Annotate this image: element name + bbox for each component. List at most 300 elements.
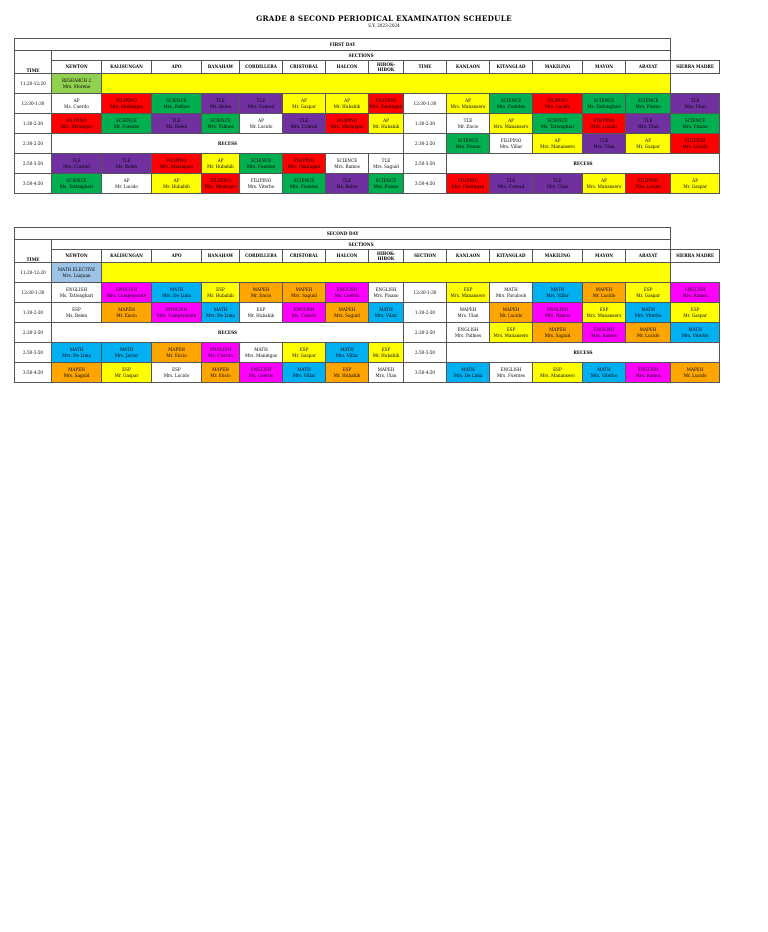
exam-cell	[283, 343, 326, 363]
teacher-name: Mr. Hubahib	[333, 103, 361, 109]
subject-label: ENGLISH	[500, 367, 522, 373]
subject-label: FILIPINO	[457, 178, 479, 184]
exam-cell	[533, 94, 583, 114]
teacher-name: Mr. Gaspar	[292, 352, 316, 358]
teacher-name: Mrs. Ulan	[593, 143, 615, 149]
empty-slot	[102, 263, 671, 283]
teacher-name: Mrs. Manansero	[540, 143, 575, 149]
subject-label: FILIPINO	[637, 178, 659, 184]
teacher-name: Mrs. Pallnes	[454, 332, 482, 338]
exam-cell	[626, 114, 671, 134]
subject-label: ENGLISH	[165, 307, 188, 313]
teacher-name: Mrs. Marinigao	[110, 103, 143, 109]
teacher-name: Ms. Tatlonghari	[540, 123, 575, 129]
exam-cell	[447, 114, 490, 134]
teacher-name: Mr. Gaspar	[636, 143, 660, 149]
subject-label: ESP	[72, 307, 81, 313]
exam-cell	[202, 154, 240, 174]
teacher-name: Mrs. Lucido	[544, 103, 571, 109]
subject-label: ENGLISH	[457, 327, 479, 333]
subject-label: ENGLISH	[293, 307, 315, 313]
teacher-name: Mrs. Montegro	[60, 123, 93, 129]
section-header: BANAHAW	[202, 250, 240, 263]
exam-cell	[152, 114, 202, 134]
teacher-name: Mrs. Fuentes	[496, 372, 526, 378]
subject-label: MATH	[641, 307, 655, 313]
exam-cell	[152, 283, 202, 303]
subject-label: TLE	[216, 98, 225, 104]
section-header: MAKILING	[533, 250, 583, 263]
teacher-name: Mrs. Ulan	[457, 312, 479, 318]
teacher-name: Mrs. Compeyerate	[106, 292, 147, 298]
subject-label: TLE	[643, 118, 653, 124]
time-slot: 1:30-2:30	[15, 303, 52, 323]
section-header: KALISUNGAN	[102, 61, 152, 74]
first-day-schedule-table	[14, 38, 720, 194]
exam-cell	[52, 303, 102, 323]
exam-cell	[152, 94, 202, 114]
exam-cell	[202, 114, 240, 134]
teacher-name: Mrs. Pisano	[682, 123, 708, 129]
teacher-name: Ms. Tatlonghari	[587, 103, 621, 109]
teacher-name: Mrs. Pallnes	[163, 103, 190, 109]
subject-label: MAPEH	[549, 327, 566, 333]
teacher-name: Mrs. Moreno	[62, 83, 91, 89]
exam-cell	[369, 114, 404, 134]
teacher-name: Mr. Lucido	[683, 372, 707, 378]
exam-cell	[52, 94, 102, 114]
subject-label: SCIENCE	[547, 118, 568, 124]
exam-cell	[52, 74, 102, 94]
exam-cell	[202, 94, 240, 114]
subject-label: ESP	[122, 367, 131, 373]
teacher-name: Mrs. Villar	[499, 143, 523, 149]
teacher-name: Mrs. Ulan	[684, 103, 706, 109]
subject-label: MATH	[69, 347, 84, 353]
subject-label: TLE	[172, 118, 181, 124]
exam-cell	[202, 283, 240, 303]
subject-label: MATH	[340, 347, 354, 353]
teacher-name: Mrs. Viterbo	[590, 372, 618, 378]
teacher-name: Mrs. Viterbo	[247, 183, 275, 189]
section-header: MAKILING	[533, 61, 583, 74]
exam-cell	[326, 363, 369, 383]
exam-cell	[369, 343, 404, 363]
section-header: ARAYAT	[626, 61, 671, 74]
time-slot: 2:30-2:50	[404, 323, 447, 343]
exam-cell	[102, 303, 152, 323]
sections-header: SECTIONS	[52, 240, 671, 250]
teacher-name: Mrs. Saguid	[373, 163, 399, 169]
subject-label: TLE	[299, 118, 309, 124]
exam-cell	[326, 114, 369, 134]
section-header: HIBOK-HIBOK	[369, 61, 404, 74]
subject-label: TLE	[72, 158, 81, 164]
exam-cell	[583, 283, 626, 303]
exam-cell	[283, 363, 326, 383]
exam-cell	[52, 174, 102, 194]
subject-label: SCIENCE	[457, 138, 479, 144]
recess-label: RECESS	[52, 134, 404, 154]
exam-cell	[533, 114, 583, 134]
subject-label: FILIPINO	[166, 158, 187, 164]
subject-label: MAPEH	[338, 307, 356, 313]
time-slot: 2:50-3:50	[15, 154, 52, 174]
subject-label: AP	[645, 138, 652, 144]
subject-label: ENGLISH	[546, 307, 569, 313]
teacher-name: Mrs. Villar	[335, 352, 359, 358]
exam-cell	[326, 174, 369, 194]
subject-label: TLE	[553, 178, 562, 184]
exam-cell	[283, 303, 326, 323]
teacher-name: Ms. Belen	[65, 312, 88, 318]
subject-label: ESP	[216, 287, 225, 293]
exam-cell	[326, 283, 369, 303]
teacher-name: Mr. Encio	[457, 123, 479, 129]
exam-cell	[671, 303, 720, 323]
subject-label: ESP	[599, 307, 609, 313]
teacher-name: Mrs. Ramos	[334, 163, 360, 169]
exam-cell	[152, 303, 202, 323]
subject-label: RESEARCH 2	[61, 78, 92, 84]
exam-cell	[447, 94, 490, 114]
exam-cell	[490, 134, 533, 154]
subject-label: ENGLISH	[593, 327, 615, 333]
exam-cell	[102, 94, 152, 114]
teacher-name: Mr. Lucido	[499, 312, 523, 318]
exam-cell	[283, 283, 326, 303]
subject-label: MATH	[461, 367, 475, 373]
subject-label: MATH	[297, 367, 311, 373]
subject-label: TLE	[506, 178, 516, 184]
exam-cell	[202, 174, 240, 194]
time-slot: 12:30-1:30	[15, 94, 52, 114]
exam-cell	[369, 283, 404, 303]
exam-cell	[533, 303, 583, 323]
exam-cell	[671, 363, 720, 383]
exam-cell	[240, 154, 283, 174]
time-slot: 1:30-2:30	[15, 114, 52, 134]
subject-label: MAPEH	[377, 367, 395, 373]
exam-cell	[240, 174, 283, 194]
teacher-name: Mrs. Manansero	[586, 183, 622, 189]
exam-cell	[369, 303, 404, 323]
subject-label: TLE	[599, 138, 609, 144]
exam-cell	[447, 323, 490, 343]
exam-cell	[583, 174, 626, 194]
mid-time-header: TIME	[404, 61, 447, 74]
exam-cell	[102, 154, 152, 174]
time-slot: 1:30-2:30	[404, 114, 447, 134]
teacher-name: Mrs. Javier	[114, 352, 139, 358]
section-header: CRISTOBAL	[283, 250, 326, 263]
exam-cell	[490, 323, 533, 343]
exam-cell	[447, 303, 490, 323]
time-slot: 3:50-4:50	[404, 174, 447, 194]
day-title: FIRST DAY	[15, 39, 671, 51]
subject-label: MAPEH	[459, 307, 477, 313]
teacher-name: Ms. Cuerdo	[64, 103, 89, 109]
teacher-name: Ms. Tatlonghari	[59, 183, 94, 189]
exam-cell	[490, 174, 533, 194]
teacher-name: Mrs. Lucido	[163, 372, 190, 378]
exam-cell	[671, 283, 720, 303]
time-slot: 2:50-3:50	[404, 154, 447, 174]
subject-label: TLE	[122, 158, 131, 164]
exam-cell	[152, 154, 202, 174]
exam-cell	[369, 94, 404, 114]
subject-label: ENGLISH	[684, 287, 706, 293]
time-slot: 1:30-2:30	[404, 303, 447, 323]
teacher-name: Mr. Hubahib	[247, 312, 275, 318]
teacher-name: Mrs. Lucido	[682, 143, 708, 149]
exam-cell	[490, 363, 533, 383]
teacher-name: Ms. Belen	[209, 103, 232, 109]
subject-label: MAPEH	[68, 367, 85, 373]
subject-label: MATH	[169, 287, 184, 293]
subject-label: MAPEH	[168, 347, 185, 353]
teacher-name: Mrs. Conrad	[247, 103, 275, 109]
subject-label: AP	[217, 158, 224, 164]
exam-cell	[490, 283, 533, 303]
subject-label: FILIPINO	[375, 98, 397, 104]
teacher-name: Mrs. Manansero	[540, 372, 575, 378]
section-header: CORDILLERA	[240, 61, 283, 74]
teacher-name: Mrs. Montegro	[204, 183, 237, 189]
subject-label: MAPEH	[502, 307, 520, 313]
exam-cell	[583, 134, 626, 154]
time-slot: 2:50-3:50	[404, 343, 447, 363]
subject-label: ENGLISH	[336, 287, 358, 293]
exam-cell	[626, 363, 671, 383]
subject-label: SCIENCE	[66, 178, 87, 184]
time-slot: 2:30-2:50	[15, 323, 52, 343]
exam-cell	[202, 303, 240, 323]
page-title: GRADE 8 SECOND PERIODICAL EXAMINATION SCHEDULE	[256, 14, 512, 23]
subject-label: MAPEH	[118, 307, 135, 313]
subject-label: ESP	[553, 367, 562, 373]
subject-label: MATH	[379, 307, 393, 313]
teacher-name: Mrs. Pallnes	[207, 123, 234, 129]
exam-cell	[240, 94, 283, 114]
teacher-name: Mrs. Ramos	[591, 332, 617, 338]
recess-label: RECESS	[447, 154, 720, 174]
teacher-name: Mr. Gaspar	[683, 312, 707, 318]
teacher-name: Mrs. Marinigao	[160, 163, 193, 169]
exam-cell	[52, 283, 102, 303]
teacher-name: Mrs. Pisano	[373, 183, 399, 189]
exam-cell	[326, 154, 369, 174]
section-header: APO	[152, 250, 202, 263]
section-header: NEWTON	[52, 250, 102, 263]
teacher-name: Ms. Belen	[336, 183, 358, 189]
subject-label: SCIENCE	[375, 178, 397, 184]
empty-slot	[102, 74, 671, 94]
teacher-name: Mr. Hubahib	[163, 183, 190, 189]
time-column-header: TIME	[15, 240, 52, 263]
time-slot: 12:30-1:30	[15, 283, 52, 303]
exam-cell	[447, 363, 490, 383]
exam-cell	[102, 174, 152, 194]
teacher-name: Mrs. De Lima	[62, 352, 91, 358]
section-header: MAYON	[583, 61, 626, 74]
teacher-name: Mrs. De Lima	[206, 312, 235, 318]
teacher-name: Mrs. Saguid	[334, 312, 360, 318]
teacher-name: Ms. Belen	[165, 123, 188, 129]
teacher-name: Mrs. Lucido	[591, 123, 617, 129]
teacher-name: Mr. Gaspar	[292, 103, 316, 109]
teacher-name: Mrs. Saguid	[544, 332, 571, 338]
exam-cell	[533, 363, 583, 383]
time-slot: 2:50-3:50	[15, 343, 52, 363]
time-slot: 2:30-2:50	[15, 134, 52, 154]
subject-label: SCIENCE	[500, 98, 522, 104]
subject-label: ENGLISH	[250, 367, 272, 373]
teacher-name: Mrs. Fuentes	[246, 163, 276, 169]
teacher-name: Mrs. Manansero	[493, 332, 529, 338]
subject-label: ESP	[256, 307, 266, 313]
teacher-name: Mr. Encio	[250, 292, 272, 298]
exam-cell	[583, 363, 626, 383]
second-day-schedule-table	[14, 227, 720, 383]
subject-label: MATH	[254, 347, 268, 353]
exam-cell	[369, 174, 404, 194]
exam-cell	[283, 114, 326, 134]
teacher-name: Mrs. Manansero	[586, 312, 622, 318]
teacher-name: Mrs. Pisano	[455, 143, 481, 149]
teacher-name: Ms. Tatlonghari	[59, 292, 94, 298]
subject-label: AP	[692, 178, 699, 184]
teacher-name: Mrs. Conrad	[63, 163, 90, 169]
section-header: KALISUNGAN	[102, 250, 152, 263]
teacher-name: Mrs. Panitugan	[369, 103, 403, 109]
subject-label: AP	[258, 118, 264, 124]
recess-label: RECESS	[52, 323, 404, 343]
teacher-name: Ms. Belen	[115, 163, 138, 169]
subject-label: FILIPINO	[547, 98, 568, 104]
exam-cell	[626, 303, 671, 323]
teacher-name: Ms. Cuerdo	[248, 372, 274, 378]
section-header: NEWTON	[52, 61, 102, 74]
subject-label: FILIPINO	[593, 118, 615, 124]
teacher-name: Mrs. Manansero	[450, 103, 486, 109]
exam-cell	[52, 154, 102, 174]
exam-cell	[152, 174, 202, 194]
teacher-name: Mrs. Viterbo	[681, 332, 709, 338]
teacher-name: Mr. Gaspar	[636, 292, 660, 298]
teacher-name: Mrs. Paculoob	[495, 292, 527, 298]
subject-label: AP	[344, 98, 350, 104]
subject-label: ENGLISH	[209, 347, 232, 353]
school-year: S.Y. 2023-2024	[368, 23, 400, 28]
section-header: HALCON	[326, 61, 369, 74]
subject-label: AP	[601, 178, 607, 184]
subject-label: SCIENCE	[210, 118, 231, 124]
time-slot: 11:20-12:20	[15, 74, 52, 94]
teacher-name: Mrs. Fuentes	[289, 183, 319, 189]
exam-cell	[671, 94, 720, 114]
subject-label: MAPEH	[686, 367, 704, 373]
section-header: ARAYAT	[626, 250, 671, 263]
teacher-name: Mrs. Lucido	[635, 183, 661, 189]
exam-cell	[583, 114, 626, 134]
teacher-name: Mrs. Villar	[374, 312, 398, 318]
exam-cell	[240, 114, 283, 134]
section-header: HIBOK-HIBOK	[369, 250, 404, 263]
teacher-name: Mrs. Villar	[292, 372, 316, 378]
subject-label: FILIPINO	[684, 138, 706, 144]
exam-cell	[283, 94, 326, 114]
exam-cell	[583, 303, 626, 323]
teacher-name: Mrs. Ramos	[682, 292, 708, 298]
exam-cell	[369, 363, 404, 383]
exam-cell	[447, 283, 490, 303]
teacher-name: Mr. Lucido	[249, 123, 273, 129]
subject-label: SCIENCE	[593, 98, 615, 104]
exam-cell	[490, 114, 533, 134]
subject-label: MATH	[213, 307, 228, 313]
teacher-name: Mrs. Pisano	[373, 292, 399, 298]
subject-label: SCIENCE	[637, 98, 659, 104]
exam-cell	[369, 154, 404, 174]
subject-label: AP	[173, 178, 180, 184]
teacher-name: Mrs. Manansero	[450, 292, 486, 298]
subject-label: ESP	[463, 287, 473, 293]
exam-cell	[152, 363, 202, 383]
exam-cell	[102, 283, 152, 303]
day-title: SECOND DAY	[15, 228, 671, 240]
teacher-name: Mrs. Panitugan	[451, 183, 485, 189]
subject-label: ESP	[172, 367, 181, 373]
exam-cell	[240, 303, 283, 323]
section-header: BANAHAW	[202, 61, 240, 74]
mid-time-header: SECTION	[404, 250, 447, 263]
exam-cell	[52, 263, 102, 283]
exam-cell	[202, 363, 240, 383]
subject-label: MATH	[688, 327, 702, 333]
teacher-name: Mr. Hubahib	[207, 163, 234, 169]
section-header: MAYON	[583, 250, 626, 263]
subject-label: AP	[508, 118, 514, 124]
teacher-name: Mr. Hubahib	[372, 352, 400, 358]
section-header: CORDILLERA	[240, 250, 283, 263]
subject-label: ESP	[643, 287, 653, 293]
section-header: KANLAON	[447, 250, 490, 263]
teacher-name: Mrs. Ulan	[637, 123, 659, 129]
subject-label: SCIENCE	[250, 158, 272, 164]
exam-cell	[283, 174, 326, 194]
teacher-name: Mrs. De Lima	[453, 372, 483, 378]
teacher-name: Mrs. Pisano	[635, 103, 661, 109]
subject-label: TLE	[381, 158, 391, 164]
teacher-name: Mrs. Marinigao	[330, 123, 364, 129]
teacher-name: Mrs. Conrad	[290, 123, 318, 129]
exam-cell	[533, 174, 583, 194]
exam-cell	[326, 94, 369, 114]
time-slot: 3:50-4:50	[404, 363, 447, 383]
teacher-name: Mr. Hubahib	[333, 372, 361, 378]
exam-cell	[326, 303, 369, 323]
section-header: HALCON	[326, 250, 369, 263]
section-header: KITANGLAD	[490, 61, 533, 74]
exam-cell	[671, 134, 720, 154]
section-header: KANLAON	[447, 61, 490, 74]
section-header: SIERRA MADRE	[671, 61, 720, 74]
subject-label: FILIPINO	[210, 178, 231, 184]
teacher-name: Mrs. Laiquan	[62, 272, 91, 278]
exam-cell	[52, 363, 102, 383]
teacher-name: Mr. Fuentes	[113, 123, 140, 129]
